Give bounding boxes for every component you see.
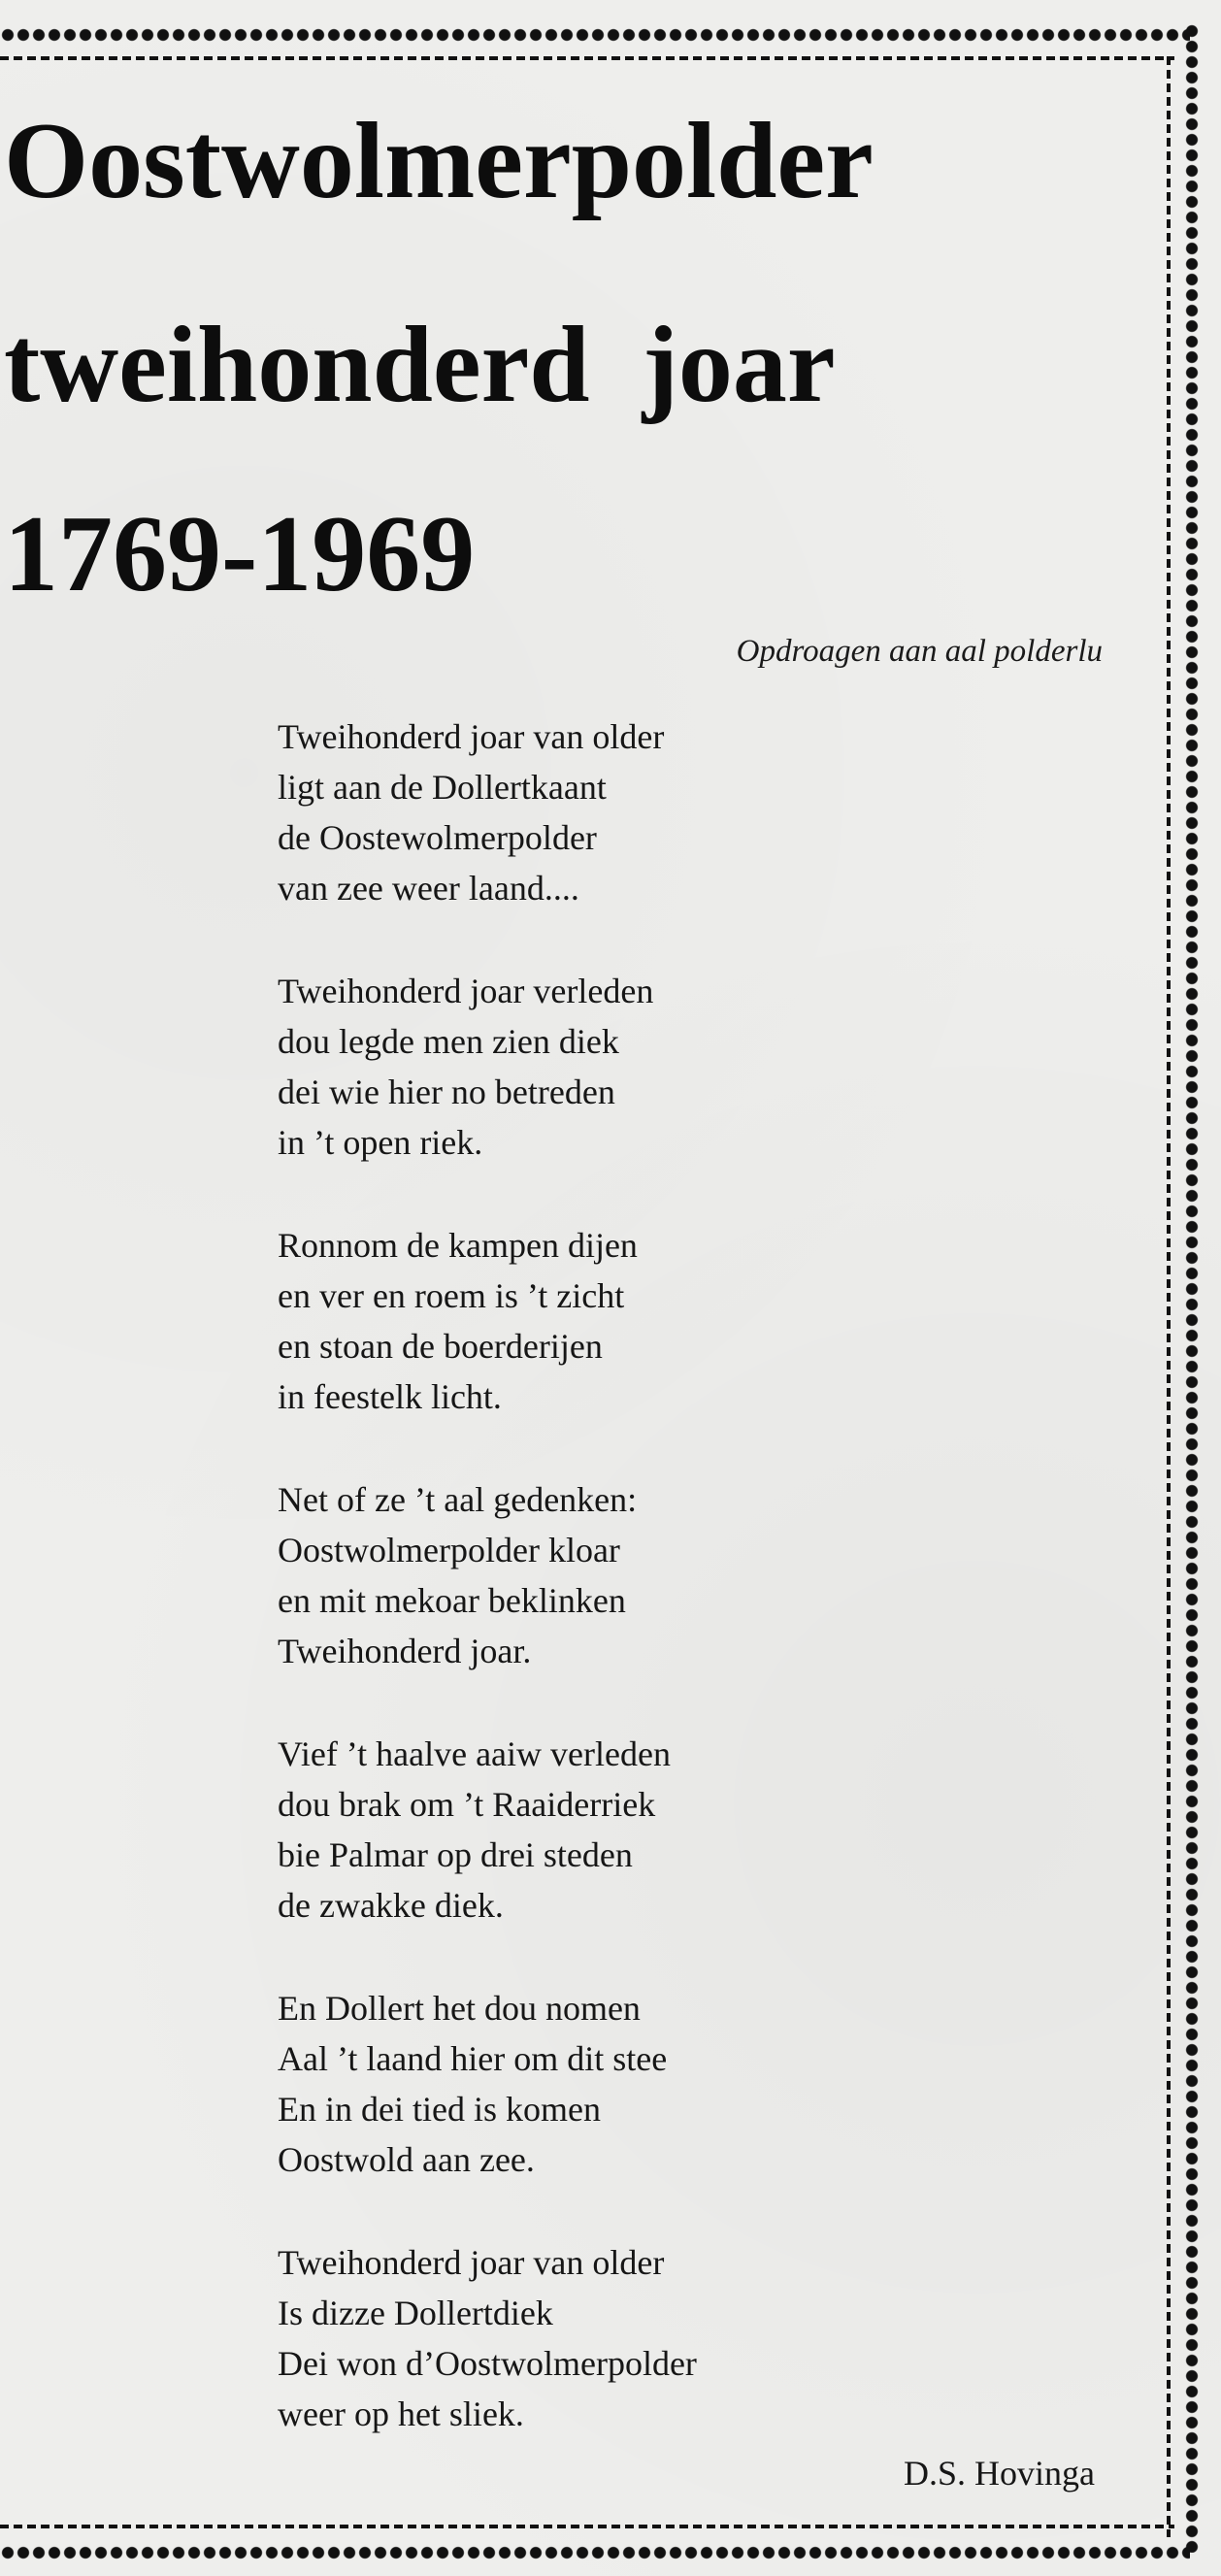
poem-line: dou brak om ’t Raaiderriek bbox=[278, 1785, 656, 1824]
poem-line: dou legde men zien diek bbox=[278, 1022, 619, 1061]
bottom-dotted-border bbox=[0, 2545, 1190, 2560]
poem-line: en stoan de boerderijen bbox=[278, 1327, 603, 1366]
right-dashed-border bbox=[1167, 56, 1171, 2537]
poem-line: Aal ’t laand hier om dit stee bbox=[278, 2039, 668, 2078]
poem-line: Is dizze Dollertdiek bbox=[278, 2294, 553, 2332]
poem-line: ligt aan de Dollertkaant bbox=[278, 768, 607, 807]
right-dotted-border bbox=[1184, 23, 1200, 2553]
poem-line: Tweihonderd joar verleden bbox=[278, 972, 654, 1010]
poem-stanza-3 bbox=[278, 1220, 899, 1422]
poem-line: Tweihonderd joar. bbox=[278, 1632, 532, 1670]
poem-line: Tweihonderd joar van older bbox=[278, 2243, 665, 2282]
poem-line: En Dollert het dou nomen bbox=[278, 1989, 641, 2028]
poem-stanza-5 bbox=[278, 1729, 899, 1931]
top-dotted-border bbox=[0, 27, 1190, 43]
headline-title: Oostwolmerpolder bbox=[4, 101, 874, 221]
author-signature: D.S. Hovinga bbox=[904, 2454, 1095, 2493]
poem-line: Oostwold aan zee. bbox=[278, 2140, 535, 2179]
poem-line: van zee weer laand.... bbox=[278, 869, 579, 908]
poem-line: en ver en roem is ’t zicht bbox=[278, 1276, 625, 1315]
dedication: Opdroagen aan aal polderlu bbox=[736, 634, 1103, 669]
poem-line: Tweihonderd joar van older bbox=[278, 717, 665, 756]
poem-line: dei wie hier no betreden bbox=[278, 1073, 615, 1111]
poem-stanza-2 bbox=[278, 966, 899, 1168]
poem-stanza-7 bbox=[278, 2237, 899, 2439]
poem-line: weer op het sliek. bbox=[278, 2394, 524, 2433]
poem-line: de Oostewolmerpolder bbox=[278, 818, 597, 857]
poem-line: Ronnom de kampen dijen bbox=[278, 1226, 638, 1265]
poem-stanza-4 bbox=[278, 1474, 899, 1676]
headline-years: 1769-1969 bbox=[4, 494, 476, 614]
poem-line: bie Palmar op drei steden bbox=[278, 1835, 633, 1874]
poem-line: de zwakke diek. bbox=[278, 1886, 504, 1925]
poem-stanza-6 bbox=[278, 1983, 899, 2185]
poem-line: in feestelk licht. bbox=[278, 1377, 502, 1416]
poem-line: in ’t open riek. bbox=[278, 1123, 483, 1162]
poem-line: Oostwolmerpolder kloar bbox=[278, 1531, 620, 1569]
poem bbox=[278, 711, 899, 2492]
poem-stanza-1 bbox=[278, 711, 899, 913]
poem-line: En in dei tied is komen bbox=[278, 2090, 601, 2129]
poem-line: Net of ze ’t aal gedenken: bbox=[278, 1480, 638, 1519]
headline-subtitle: tweihonderd joar bbox=[4, 305, 836, 425]
poem-line: Vief ’t haalve aaiw verleden bbox=[278, 1734, 671, 1773]
bottom-dashed-border bbox=[0, 2525, 1174, 2528]
poem-line: Dei won d’Oostwolmerpolder bbox=[278, 2344, 697, 2383]
top-dashed-border bbox=[0, 56, 1174, 60]
poem-line: en mit mekoar beklinken bbox=[278, 1581, 626, 1620]
